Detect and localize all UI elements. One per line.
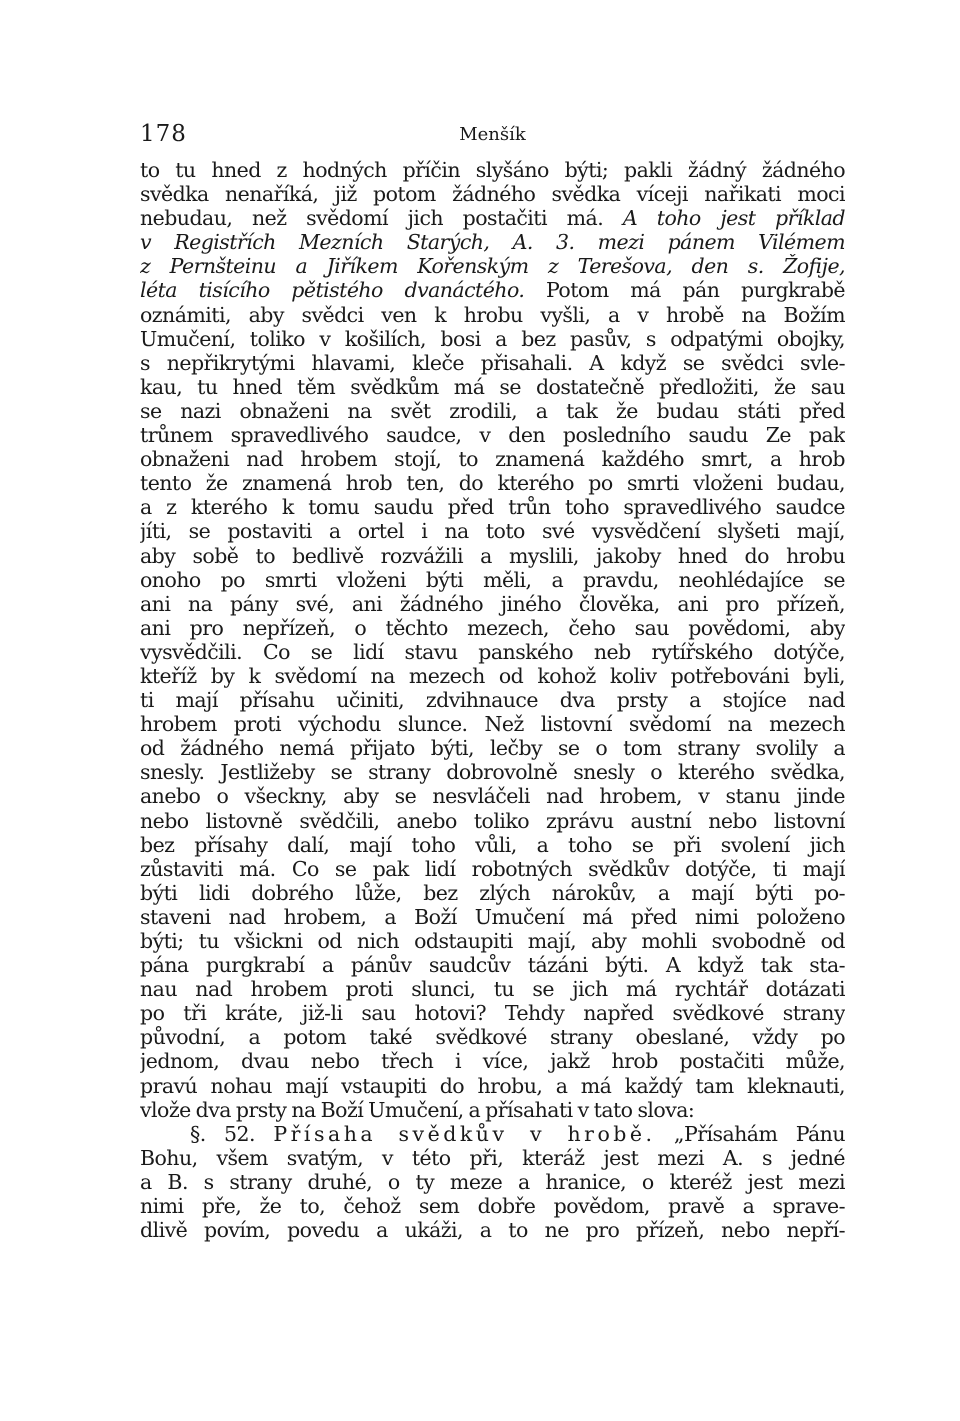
spaced-heading-run: Přísaha svědkův v hrobě. [273, 1121, 656, 1146]
text-run: se nazi obnaženi na svět zrodili, a tak že budau státi před [140, 398, 845, 423]
text-run: §. 52. [190, 1121, 274, 1146]
italic-run: léta tisícího pětistého dvanáctého. [140, 278, 525, 303]
text-line [140, 1001, 845, 1025]
text-run: a z kterého k tomu saudu před trůn toho spravedlivého saudce [140, 495, 845, 520]
text-run: ani na pány své, ani žádného jiného člověka, ani pro přízeň, [140, 591, 845, 616]
text-line [140, 712, 845, 736]
text-run: ani pro nepřízeň, o těchto mezech, čeho sau povědomi, aby [140, 615, 845, 640]
text-line [140, 760, 845, 784]
text-line [140, 1074, 845, 1098]
text-run: kteříž by k svědomí na mezech od kohož koliv potřebováni byli, [140, 663, 845, 688]
text-line [140, 953, 845, 977]
text-line [140, 327, 845, 351]
text-run: nimi pře, že to, čehož sem dobře povědom, pravě a sprave- [140, 1194, 845, 1219]
text-run: pána purgkrabí a pánův saudcův tázáni býti. A když tak sta- [140, 953, 845, 978]
body-text [140, 158, 845, 1242]
text-run: kau, tu hned těm svědkům má se dostatečně předložiti, že sau [140, 374, 845, 399]
text-run: jednom, dvau nebo třech i více, jakž hrob postačiti může, [140, 1049, 845, 1074]
text-run: býti; tu všickni od nich odstaupiti mají, aby mohli svobodně od [140, 929, 845, 953]
text-run: to tu hned z hodných příčin slyšáno býti; pakli žádný žádného [140, 158, 845, 182]
text-line [140, 568, 845, 592]
text-run: oznámiti, aby svědci ven k hrobu vyšli, a v hrobě na Božím [140, 302, 845, 327]
text-run: ti mají přísahu učiniti, zdvihnauce dva prsty a stojíce nad [140, 688, 845, 713]
text-line [140, 592, 845, 616]
text-run: vysvědčili. Co se lidí stavu panského neb rytířského dotýče, [140, 639, 845, 664]
text-line [140, 784, 845, 808]
text-line [140, 206, 845, 230]
text-run: jíti, se postaviti a ortel i na toto své vysvědčení slyšeti mají, [140, 519, 845, 544]
text-line [140, 736, 845, 760]
text-line [140, 1194, 845, 1218]
text-run: onoho po smrti vloženi býti měli, a pravdu, neohlédajíce se [140, 567, 845, 592]
text-run: Potom má pán purgkrabě [524, 278, 845, 303]
text-line [140, 881, 845, 905]
text-line [140, 303, 845, 327]
text-run: hrobem proti východu slunce. Než listovní svědomí na mezech [140, 712, 845, 737]
text-line [140, 1049, 845, 1073]
text-line [140, 905, 845, 929]
text-line [140, 230, 845, 254]
text-run: býti lidi dobrého lůže, bez zlých nárokův, a mají býti po- [140, 880, 845, 905]
text-line [140, 616, 845, 640]
text-run: pravú nohau mají vstaupiti do hrobu, a má každý tam kleknauti, [140, 1073, 845, 1098]
text-line [140, 1218, 845, 1242]
italic-run: A toho jest příklad [622, 206, 845, 231]
text-run: svědka nenaříká, již potom žádného svědka víceji nařikati moci [140, 182, 845, 207]
text-line [140, 1170, 845, 1194]
text-line [140, 857, 845, 881]
text-line [140, 254, 845, 278]
text-run: nau nad hrobem proti slunci, tu se jich má rychtář dotázati [140, 977, 845, 1002]
text-run: tento že znamená hrob ten, do kterého po smrti vloženi budau, [140, 471, 845, 496]
text-run: obnaženi nad hrobem stojí, to znamená každého smrt, a hrob [140, 447, 845, 472]
text-run: Bohu, všem svatým, v této při, kteráž jest mezi A. s jedné [140, 1145, 845, 1170]
text-run: původní, a potom také svědkové strany obeslané, vždy po [140, 1025, 845, 1050]
text-run: dlivě povím, povedu a ukáži, a to ne pro přízeň, nebo nepří- [140, 1218, 845, 1243]
text-line [140, 351, 845, 375]
page-header [140, 121, 845, 151]
text-line [140, 544, 845, 568]
text-run: staveni nad hrobem, a Boží Umučení má před nimi položeno [140, 904, 845, 929]
text-line [140, 375, 845, 399]
text-line [140, 495, 845, 519]
text-run: snesly. Jestližeby se strany dobrovolně snesly o kterého svědka, [140, 760, 845, 785]
text-run: Umučení, toliko v košilích, bosi a bez pasův, s odpatými obojky, [140, 326, 845, 351]
text-run: vlože dva prsty na Boží Umučení, a přísahati v tato slova: [140, 1097, 695, 1122]
text-line [140, 423, 845, 447]
text-line [140, 1025, 845, 1049]
text-line [140, 519, 845, 543]
text-line [140, 1098, 845, 1122]
text-line [140, 809, 845, 833]
text-line [140, 688, 845, 712]
text-line [140, 278, 845, 302]
text-run: nebudau, než svědomí jich postačiti má. [140, 206, 623, 231]
text-run: bez přísahy dalí, mají toho vůli, a toho se při svolení jich [140, 832, 845, 857]
text-line [140, 640, 845, 664]
text-line [140, 471, 845, 495]
text-run: a B. s strany druhé, o ty meze a hranice, o kteréž jest mezi [140, 1169, 845, 1194]
text-run: aby sobě to bedlivě rozvážili a myslili, jakoby hned do hrobu [140, 543, 845, 568]
italic-run: z Pernšteinu a Jiříkem Kořenským z Terešova, den s. Žofije, [140, 254, 845, 279]
text-line [140, 664, 845, 688]
text-line [140, 977, 845, 1001]
text-run: nebo listovně svědčili, anebo toliko zprávu austní nebo listovní [140, 808, 845, 833]
text-run: po tři kráte, již-li sau hotovi? Tehdy napřed svědkové strany [140, 1001, 845, 1026]
running-title: Menšík [459, 124, 526, 145]
text-run: „Přísahám Pánu [655, 1121, 845, 1146]
text-run: anebo o všeckny, aby se nesvláčeli nad hrobem, v stanu jinde [140, 784, 845, 809]
text-run: zůstaviti má. Co se pak lidí robotných svědkův dotýče, ti mají [140, 856, 845, 881]
text-line [140, 929, 845, 953]
text-run: s nepřikrytými hlavami, kleče přisahali. A když se svědci svle- [140, 350, 845, 375]
page-number: 178 [140, 121, 187, 147]
text-run: od žádného nemá přijato býti, lečby se o tom strany svolily a [140, 736, 845, 761]
text-line [140, 833, 845, 857]
text-run: trůnem spravedlivého saudce, v den posledního saudu Ze pak [140, 423, 845, 448]
text-line [140, 158, 845, 182]
text-line [140, 399, 845, 423]
italic-run: v Registřích Mezních Starých, A. 3. mezi pánem Vilémem [140, 230, 845, 255]
text-line [140, 447, 845, 471]
text-line [140, 1122, 845, 1146]
text-line [140, 1146, 845, 1170]
text-line [140, 182, 845, 206]
